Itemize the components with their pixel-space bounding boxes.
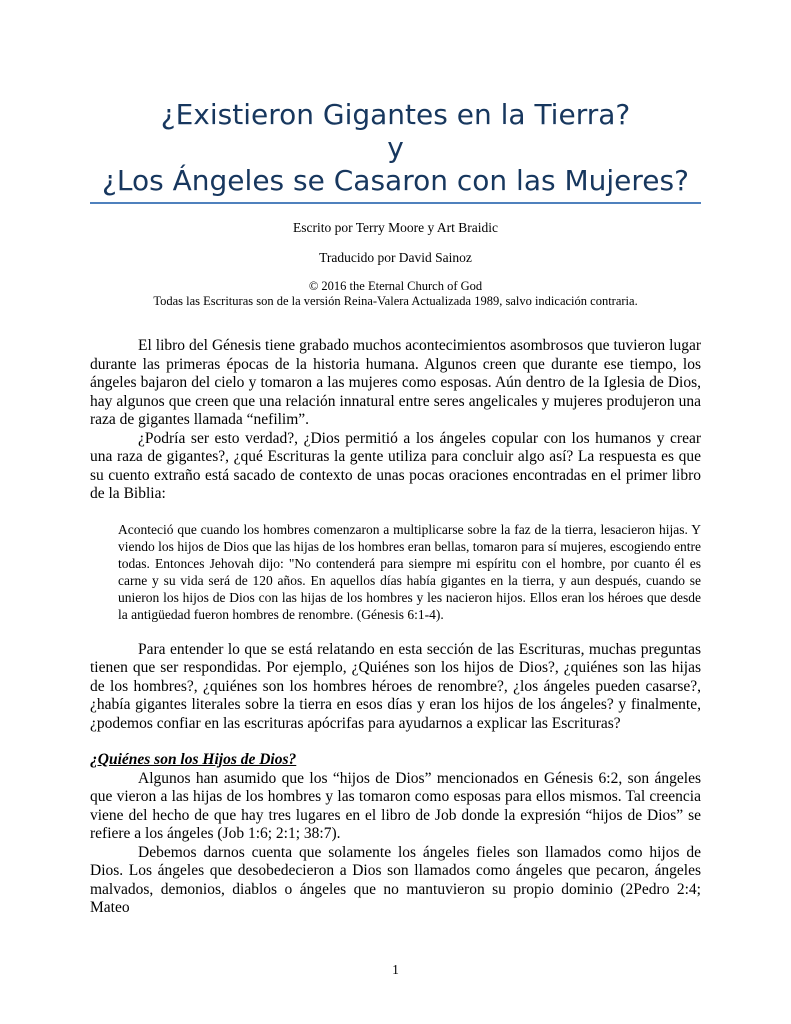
title-underline-divider	[90, 202, 701, 204]
title-line-1: ¿Existieron Gigantes en la Tierra?	[160, 98, 631, 131]
scripture-version-note: Todas las Escrituras son de la versión Reina-Valera Actualizada 1989, salvo indicación contraria.	[153, 294, 638, 308]
paragraph-intro: El libro del Génesis tiene grabado muchos acontecimientos asombrosos que tuvieron lugar durante las primeras épocas de la historia humana. Algunos creen que durante ese tiempo, los ángeles bajaron del cielo y tomaron a las mujeres como esposas. Aún dentro de la Iglesia de Dios, hay algunos que creen que una relación innatural entre seres angelicales y mujeres produjeron una raza de gigantes llamada “nefilim”.	[90, 337, 701, 428]
document-title	[94, 98, 697, 197]
page-number: 1	[392, 962, 399, 977]
paragraph-sons-of-god: Algunos han asumido que los “hijos de Dios” mencionados en Génesis 6:2, son ángeles que vieron a las hijas de los hombres y las tomaron como esposas para ellos mismos. Tal creencia viene del hecho de que hay tres lugares en el libro de Job donde la expresión “hijos de Dios” se refiere a los ángeles (Job 1:6; 2:1; 38:7).	[90, 769, 701, 842]
author-line: Escrito por Terry Moore y Art Braidic	[292, 220, 498, 235]
paragraph-questions: ¿Podría ser esto verdad?, ¿Dios permitió a los ángeles copular con los humanos y crear una raza de gigantes?, ¿qué Escrituras la gente utiliza para concluir algo así? La respuesta es que su cuento extraño está sacado de contexto de unas pocas oraciones encontradas en el primer libro de la Biblia:	[90, 429, 701, 502]
article-body	[90, 337, 701, 918]
section-heading-sons-of-god: ¿Quiénes son los Hijos de Dios?	[90, 751, 297, 768]
paragraph-questions-list: Para entender lo que se está relatando en esta sección de las Escrituras, muchas preguntas tienen que ser respondidas. Por ejemplo, ¿Quiénes son los hijos de Dios?, ¿quiénes son las hijas de los hombres?, ¿quiénes son los hombres héroes de renombre?, ¿los ángeles pueden casarse?, ¿había gigantes literales sobre la tierra en esos días y eran los hijos de los ángeles? y finalmente, ¿podemos confiar en las escrituras apócrifas para ayudarnos a explicar las Escrituras?	[90, 640, 701, 732]
title-line-2: y	[387, 131, 404, 164]
translator-line: Traducido por David Sainoz	[319, 250, 472, 265]
scripture-blockquote: Aconteció que cuando los hombres comenzaron a multiplicarse sobre la faz de la tierra, lesacieron hijas. Y viendo los hijos de Dios que las hijas de los hombres eran bellas, tomaron para sí mujeres, escogiendo entre todas. Entonces Jehovah dijo: "No contenderá para siempre mi espíritu con el hombre, por cuanto él es carne y su vida será de 120 años. En aquellos días había gigantes en la tierra, y aun después, cuando se unieron los hijos de Dios con las hijas de los hombres y les nacieron hijos. Ellos eran los héroes que desde la antigüedad fueron hombres de renombre. (Génesis 6:1-4).	[118, 521, 701, 622]
copyright-line: © 2016 the Eternal Church of God	[308, 279, 483, 293]
paragraph-faithful-angels: Debemos darnos cuenta que solamente los ángeles fieles son llamados como hijos de Dios. Los ángeles que desobedecieron a Dios son llamados como ángeles que pecaron, ángeles malvados, demonios, diablos o ángeles que no mantuvieron su propio dominio (2Pedro 2:4; Mateo	[90, 843, 701, 916]
title-line-3: ¿Los Ángeles se Casaron con las Mujeres?	[102, 164, 689, 197]
